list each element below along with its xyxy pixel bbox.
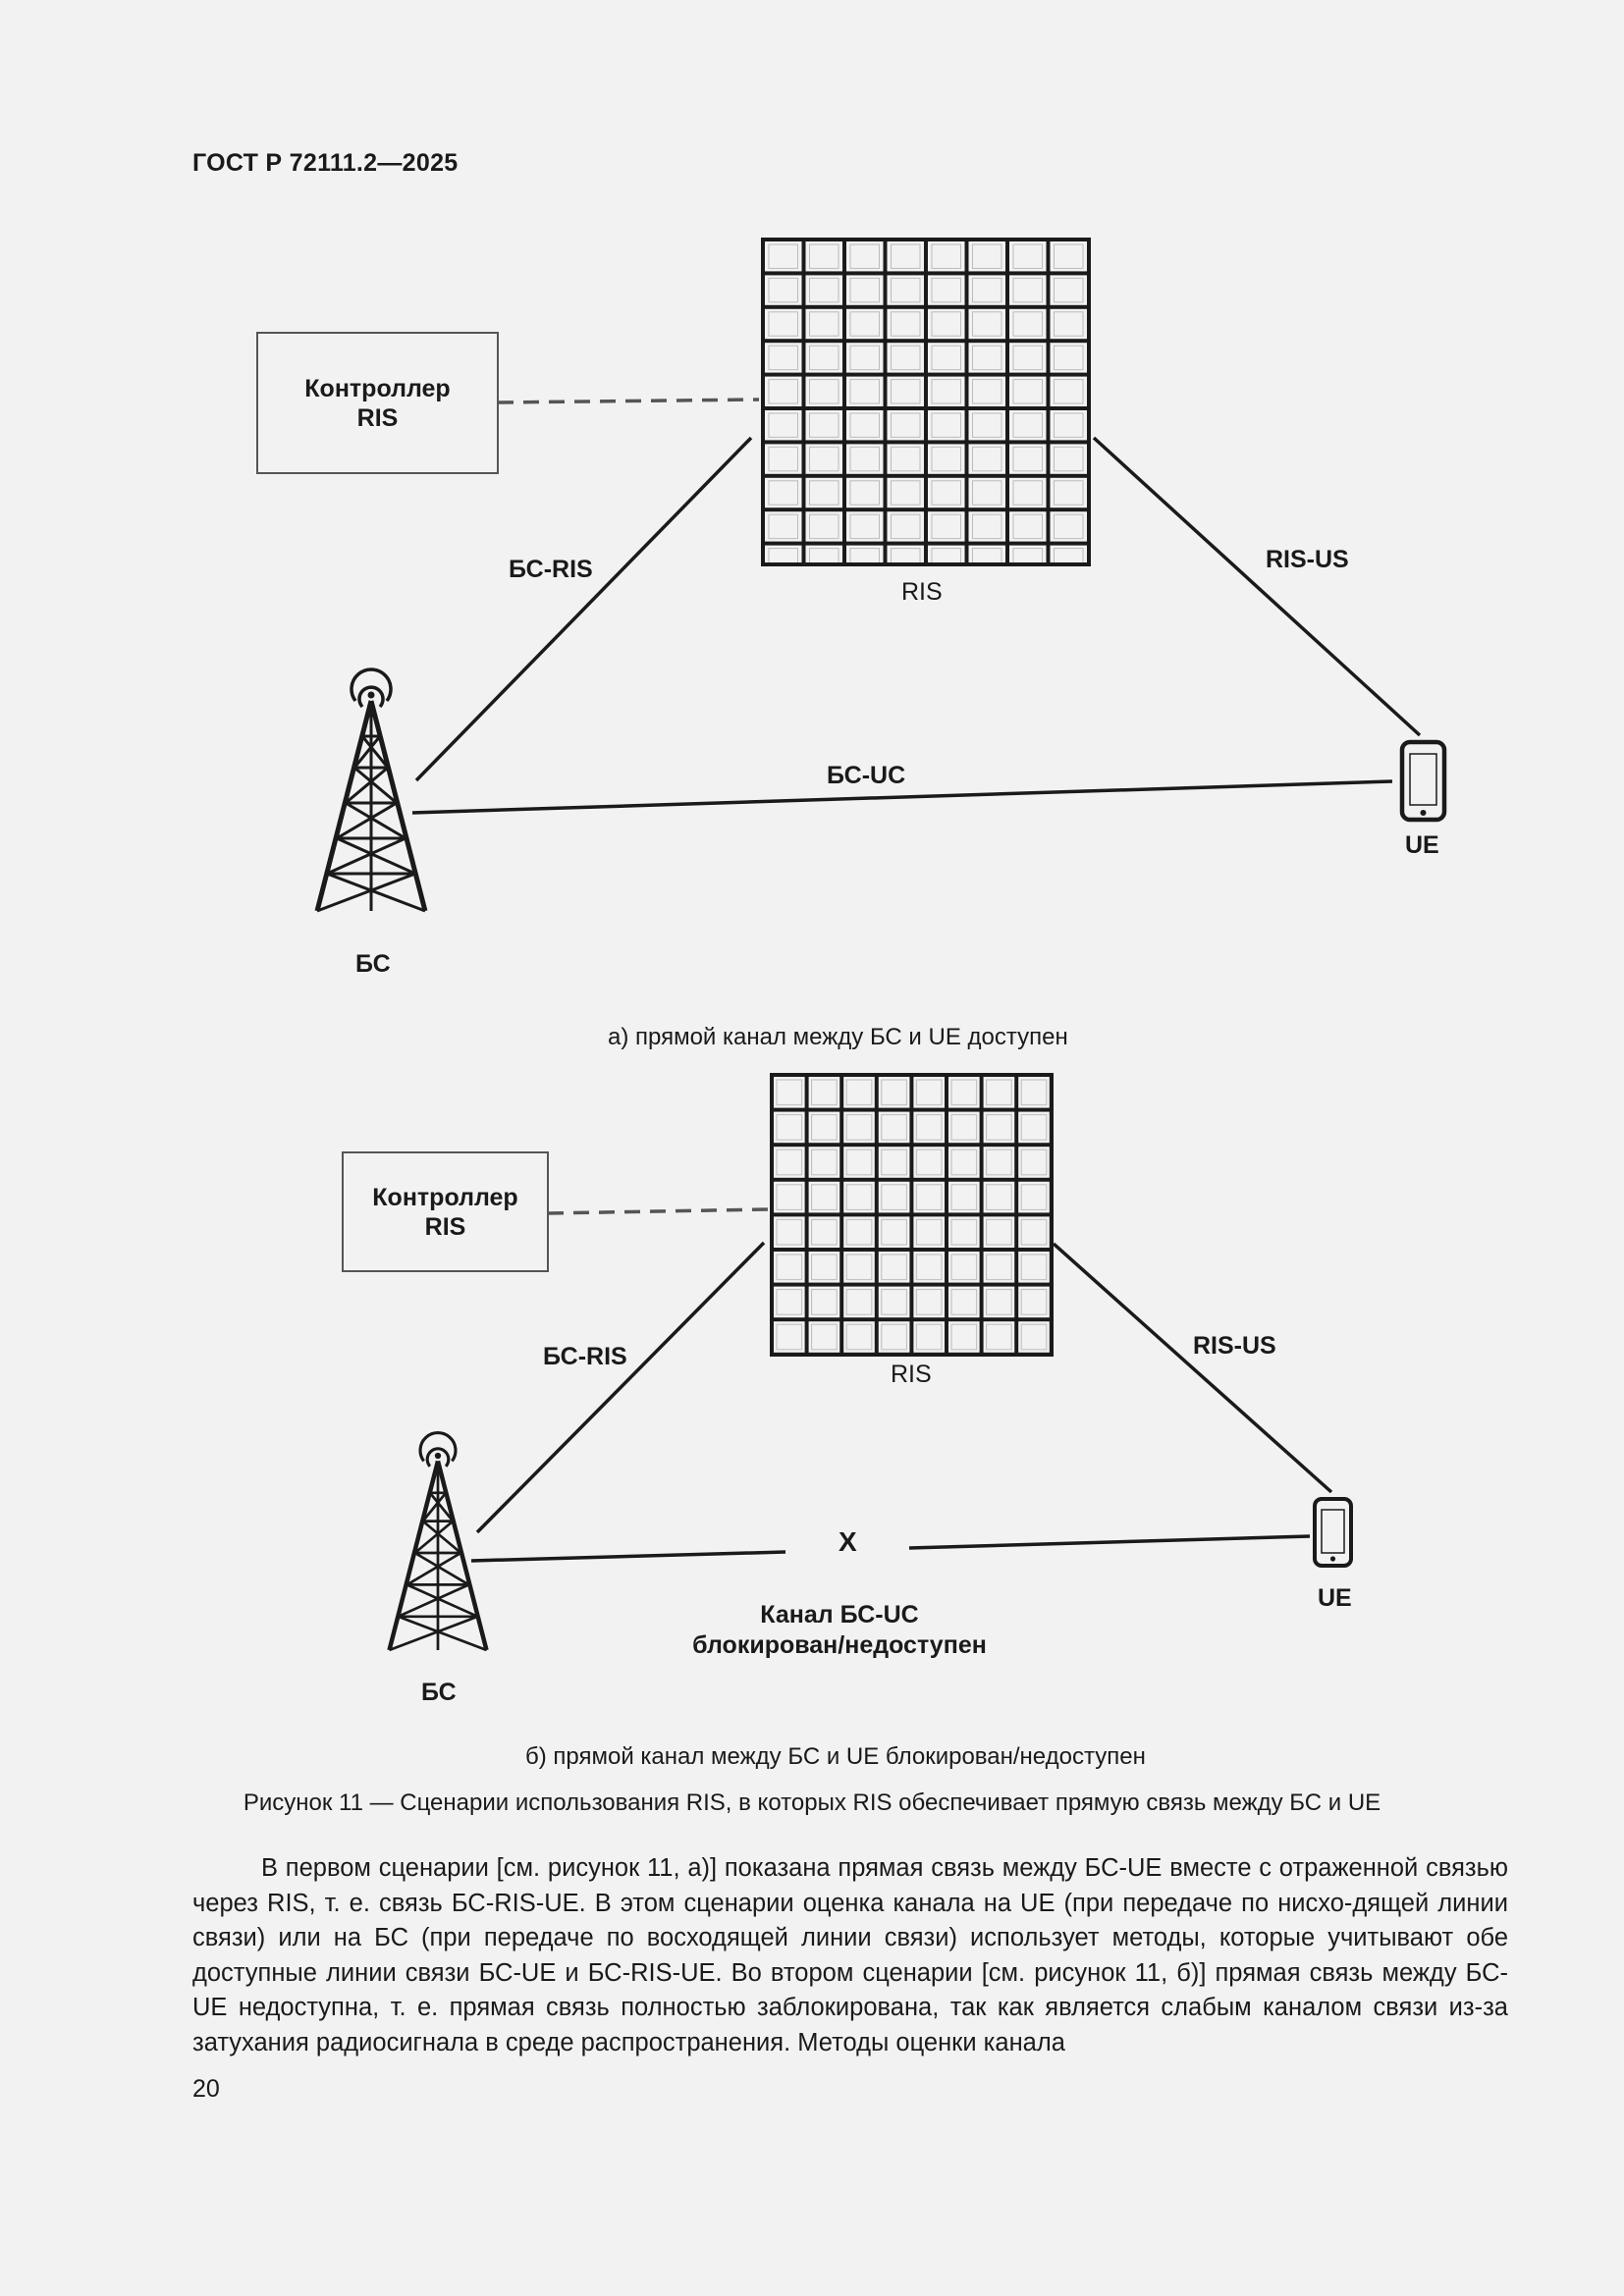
paragraph-text: В первом сценарии [см. рисунок 11, а)] показана прямая связь между БС-UE вместе с отраженной связью через RIS, т. е. связь БС-RIS-UE. В этом сценарии оценка канала на UE (при передаче по нисхо-дящей линии связи) или на БС (при передаче по восходящей линии связи) использует методы, которые учитывают обе доступные линии связи БС-UE и БС-RIS-UE. Во втором сценарии [см. рисунок 11, б)] прямая связь между БС-UE недоступна, т. е. прямая связь полностью заблокирована, так как является слабым каналом связи из-за затухания радиосигнала в среде распространения. Методы оценки канала [192,1854,1508,2056]
link-bs-ris-a [416,438,751,780]
phone-icon [1315,1499,1351,1566]
controller-link-a [498,400,759,402]
controller-link-b [548,1209,768,1213]
ue-label-a: UE [1405,831,1439,859]
controller-label: RIS [424,1212,466,1241]
body-paragraph [192,1851,1508,2060]
link-label-ris-us-a: RIS-US [1266,546,1349,573]
link-bs-ris-b [477,1243,764,1532]
ris-label-a: RIS [901,578,943,606]
bs-label-a: БС [355,950,391,978]
blocked-line: Канал БС-UC [760,1601,919,1629]
blocked-channel-label [692,1600,987,1661]
link-ris-us-a [1094,438,1420,735]
link-ris-us-b [1054,1244,1331,1492]
tower-icon [317,669,425,911]
tower-icon [390,1433,487,1650]
controller-label: RIS [356,403,399,432]
link-label-bs-ris-b: БС-RIS [543,1343,627,1370]
link-bs-uc-b-left [471,1552,785,1561]
controller-label: Контроллер [372,1183,518,1211]
bs-label-b: БС [421,1679,457,1706]
controller-box-a [256,332,499,474]
document-header: ГОСТ Р 72111.2—2025 [192,149,459,177]
controller-label: Контроллер [304,374,451,402]
link-label-bs-ris-a: БС-RIS [509,556,593,583]
link-label-ris-us-b: RIS-US [1193,1332,1276,1360]
link-bs-uc-b-right [909,1536,1310,1548]
ris-panel-b [772,1075,1052,1355]
controller-box-b [342,1151,549,1272]
link-label-bs-uc-a: БС-UC [827,762,906,789]
page-number: 20 [192,2075,220,2103]
blocked-mark: X [839,1526,857,1557]
ris-panel-a [763,240,1089,564]
ris-label-b: RIS [891,1361,932,1388]
ue-label-b: UE [1318,1584,1352,1612]
subcaption-a: а) прямой канал между БС и UE доступен [608,1024,1068,1050]
subcaption-b: б) прямой канал между БС и UE блокирован/недоступен [525,1743,1146,1770]
blocked-line: блокирован/недоступен [692,1631,987,1659]
phone-icon [1402,742,1444,820]
figure-caption: Рисунок 11 — Сценарии использования RIS, в которых RIS обеспечивает прямую связь между БС и UE [243,1789,1381,1816]
